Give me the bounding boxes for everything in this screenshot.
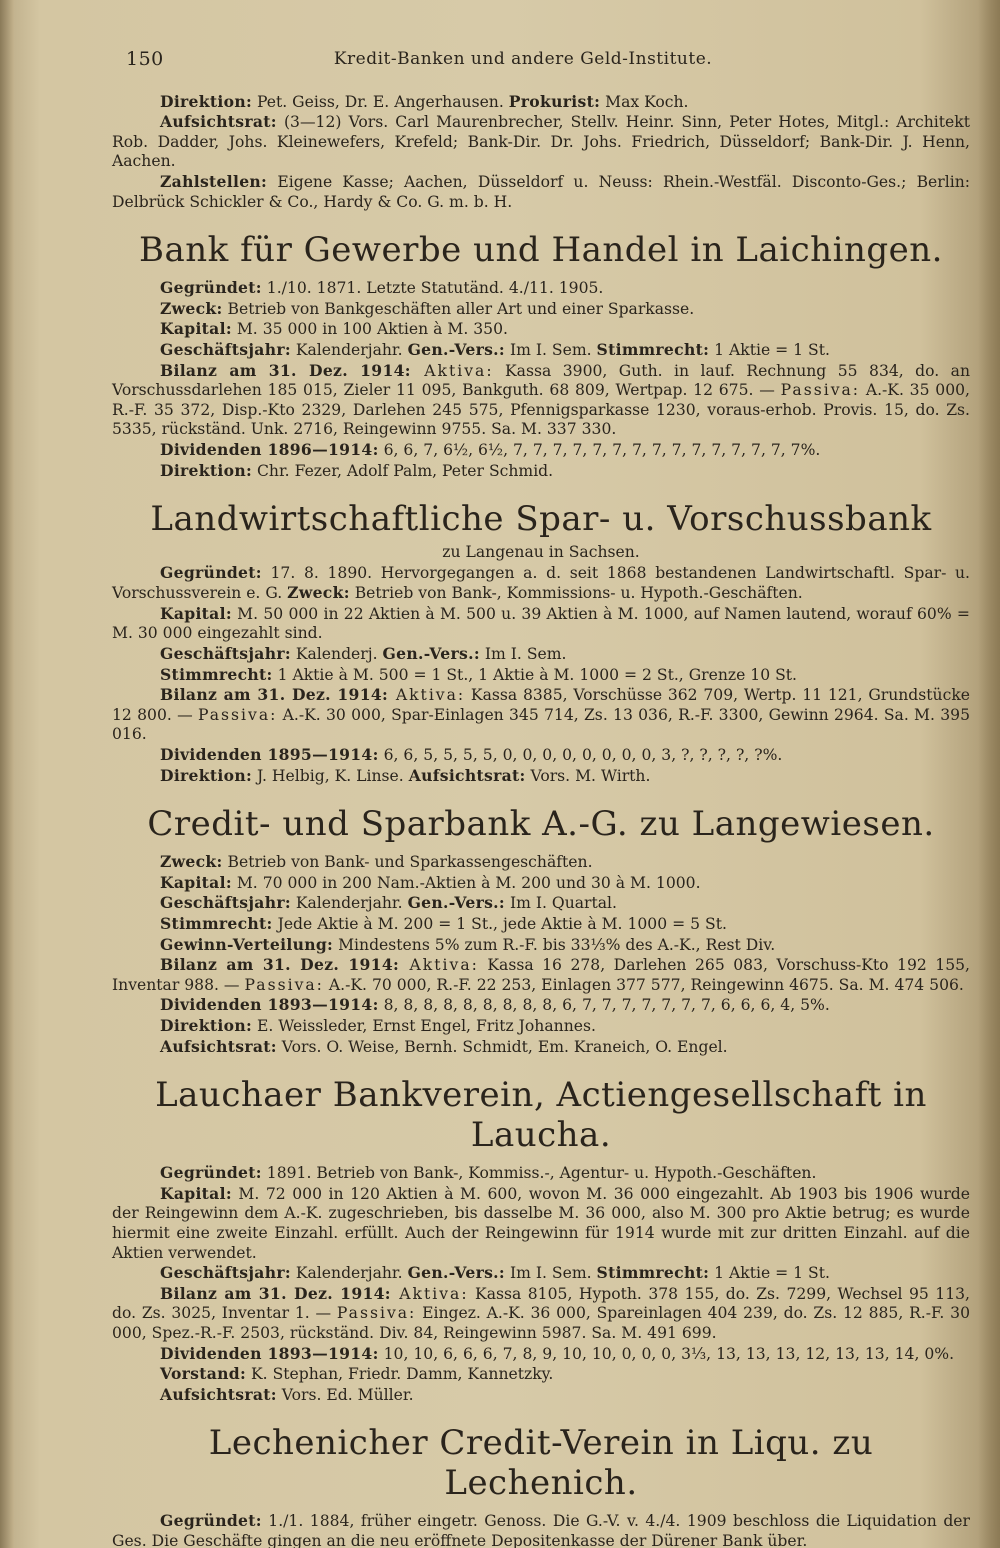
- field-text: 1891. Betrieb von Bank-, Kommiss.-, Agentur- u. Hypoth.-Geschäften.: [261, 1164, 817, 1183]
- field-keyword: Geschäftsjahr:: [160, 644, 291, 664]
- page-content: [112, 50, 970, 1548]
- field-keyword: Geschäftsjahr:: [160, 1263, 291, 1283]
- field-text: 6, 6, 7, 6½, 6½, 7, 7, 7, 7, 7, 7, 7, 7, 7, 7, 7, 7, 7, 7, 7%.: [378, 440, 821, 459]
- field-keyword: Zweck:: [160, 852, 223, 872]
- spaced-label: Passiva:: [336, 1304, 417, 1323]
- field-keyword: Gen.-Vers.:: [407, 339, 505, 359]
- field-keyword: Stimmrecht:: [160, 664, 273, 684]
- field-keyword: Kapital:: [160, 603, 232, 623]
- entry-paragraph: [112, 112, 970, 172]
- field-keyword: Aufsichtsrat:: [408, 765, 526, 785]
- entry-paragraph: [112, 604, 970, 644]
- field-text: Im I. Sem.: [479, 645, 567, 664]
- field-text: Eingez. A.-K. 36 000, Spareinlagen 404 239, do. Zs. 12 885, R.-F. 30 000, Spez.-R.-F. 2503, rückständ. Div. 84, Reingewinn 5987. Sa. M. 491 699.: [112, 1304, 970, 1342]
- field-text: Mindestens 5% zum R.-F. bis 33⅓% des A.-K., Rest Div.: [333, 935, 776, 954]
- bank-entry: [112, 1423, 970, 1548]
- field-keyword: Gen.-Vers.:: [382, 644, 480, 664]
- field-text: Kassa 16 278, Darlehen 265 083, Vorschuss-Kto 192 155, Inventar 988. —: [112, 956, 971, 994]
- field-keyword: Zweck:: [287, 583, 350, 603]
- sections-container: [112, 230, 970, 1548]
- bank-title: Credit- und Sparbank A.-G. zu Langewiesen.: [147, 804, 935, 845]
- entry-paragraph: [112, 563, 970, 604]
- field-text: 1 Aktie à M. 500 = 1 St., 1 Aktie à M. 1000 = 2 St., Grenze 10 St.: [272, 665, 797, 684]
- spaced-label: Aktiva:: [388, 686, 466, 705]
- field-text: A.-K. 35 000, R.-F. 35 372, Disp.-Kto 2329, Darlehen 245 575, Pfennigsparkasse 1230, voraus-erhob. Provis. 15, do. Zs. 5335, rückständ. Unk. 2716, Reingewinn 9755. Sa. M. 337 330.: [112, 381, 971, 439]
- field-text: K. Stephan, Friedr. Damm, Kannetzky.: [246, 1365, 554, 1384]
- spaced-label: Aktiva:: [399, 956, 479, 975]
- field-keyword: Gegründet:: [160, 562, 262, 582]
- field-keyword: Stimmrecht:: [596, 339, 710, 359]
- field-keyword: Kapital:: [160, 872, 232, 892]
- entry-paragraph: [112, 361, 970, 440]
- bank-subtitle: zu Langenau in Sachsen.: [442, 543, 640, 562]
- field-keyword: Geschäftsjahr:: [160, 893, 291, 913]
- entry-paragraph: [112, 766, 970, 787]
- running-header: [112, 50, 970, 70]
- field-text: 10, 10, 6, 6, 6, 7, 8, 9, 10, 10, 0, 0, 0, 3⅓, 13, 13, 13, 12, 13, 13, 14, 0%.: [378, 1344, 955, 1363]
- field-text: M. 72 000 in 120 Aktien à M. 600, wovon M. 36 000 eingezahlt. Ab 1903 bis 1906 wurde der Reingewinn dem A.-K. zugeschrieben, bis dasselbe M. 36 000, also M. 300 pro Aktie betrug; es wurde hiermit eine zweite Einzahl. erfüllt. Auch der Reingewinn für 1914 wurde mit zur dritten Einzahl. auf die Aktien verwendet.: [112, 1184, 970, 1262]
- field-keyword: Stimmrecht:: [160, 914, 273, 933]
- entry-paragraph: [112, 745, 970, 766]
- bank-entry: [112, 804, 970, 1057]
- field-text: 1 Aktie = 1 St.: [709, 1264, 830, 1283]
- field-text: M. 35 000 in 100 Aktien à M. 350.: [231, 320, 508, 339]
- field-text: 1 Aktie = 1 St.: [709, 340, 830, 359]
- field-keyword: Direktion:: [160, 460, 253, 480]
- field-text: Vors. O. Weise, Bernh. Schmidt, Em. Kraneich, O. Engel.: [276, 1037, 728, 1056]
- intro-block: [112, 92, 970, 213]
- bank-entry: [112, 230, 970, 481]
- bank-title: Landwirtschaftliche Spar- u. Vorschussbank: [150, 499, 932, 540]
- page-edge-shadow: [978, 0, 1000, 1548]
- entry-paragraph: [112, 1184, 970, 1263]
- field-keyword: Gen.-Vers.:: [407, 1263, 505, 1283]
- field-text: Vors. M. Wirth.: [525, 766, 651, 785]
- field-text: Im I. Quartal.: [504, 894, 618, 913]
- entry-paragraph: [112, 665, 970, 686]
- field-text: 1./10. 1871. Letzte Statutänd. 4./11. 1905.: [261, 279, 604, 298]
- field-keyword: Zweck:: [160, 298, 223, 318]
- field-text: Kassa 8385, Vorschüsse 362 709, Wertp. 11 121, Grundstücke 12 800. —: [112, 686, 971, 724]
- field-text: J. Helbig, K. Linse.: [252, 766, 409, 785]
- field-keyword: Gen.-Vers.:: [407, 893, 505, 913]
- bank-entry: [112, 499, 970, 786]
- field-text: Kassa 3900, Guth. in lauf. Rechnung 55 834, do. an Vorschussdarlehen 185 015, Zieler 11 095, Bankguth. 68 809, Wertpap. 12 675. —: [112, 361, 971, 400]
- field-keyword: Bilanz am 31. Dez. 1914:: [160, 955, 400, 975]
- field-keyword: Gegründet:: [160, 278, 262, 298]
- spaced-label: Passiva:: [244, 975, 324, 994]
- field-text: Chr. Fezer, Adolf Palm, Peter Schmid.: [252, 461, 554, 480]
- field-keyword: Aufsichtsrat:: [160, 112, 277, 132]
- field-keyword: Aufsichtsrat:: [160, 1036, 277, 1056]
- entry-paragraph: [112, 1364, 970, 1385]
- entry-paragraph: [112, 1016, 970, 1037]
- field-text: Im I. Sem.: [504, 340, 597, 359]
- entry-paragraph: [112, 914, 970, 935]
- entry-paragraph: [112, 172, 970, 212]
- entry-paragraph: [112, 299, 970, 320]
- field-keyword: Gegründet:: [160, 1163, 262, 1183]
- field-keyword: Gewinn-Verteilung:: [160, 934, 334, 954]
- field-text: 17. 8. 1890. Hervorgegangen a. d. seit 1868 bestandenen Landwirtschaftl. Spar- u. Vorschussverein e. G.: [112, 563, 970, 603]
- field-text: 6, 6, 5, 5, 5, 5, 0, 0, 0, 0, 0, 0, 0, 0, 3, ?, ?, ?, ?, ?%.: [378, 746, 783, 765]
- field-keyword: Dividenden 1893—1914:: [160, 995, 379, 1015]
- entry-paragraph: [112, 1511, 970, 1548]
- bank-title: Bank für Gewerbe und Handel in Laichingen.: [139, 230, 943, 271]
- entry-paragraph: [112, 685, 970, 745]
- entry-paragraph: [112, 935, 970, 956]
- field-text: 1./1. 1884, früher eingetr. Genoss. Die G.-V. v. 4./4. 1909 beschloss die Liquidation der Ges. Die Geschäfte gingen an die neu eröffnete Depositenkasse der Dürener Bank über.: [112, 1512, 970, 1548]
- running-title: Kredit-Banken und andere Geld-Institute.: [333, 49, 713, 69]
- field-keyword: Bilanz am 31. Dez. 1914:: [160, 685, 389, 705]
- field-keyword: Direktion:: [160, 1015, 253, 1035]
- field-keyword: Kapital:: [160, 319, 232, 339]
- field-keyword: Dividenden 1895—1914:: [160, 745, 379, 765]
- field-text: Vors. Ed. Müller.: [276, 1385, 414, 1404]
- field-text: Betrieb von Bankgeschäften aller Art und einer Sparkasse.: [222, 299, 695, 318]
- field-keyword: Bilanz am 31. Dez. 1914:: [160, 1283, 391, 1303]
- field-text: (3—12) Vors. Carl Maurenbrecher, Stellv. Heinr. Sinn, Peter Hotes, Mitgl.: Architekt Rob. Dadder, Johs. Kleinewefers, Krefeld; Bank-Dir. Dr. Johs. Friedrich, Düsseldorf; Bank-Dir. J. Henn, Aachen.: [112, 113, 970, 171]
- field-text: Pet. Geiss, Dr. E. Angerhausen.: [252, 92, 509, 111]
- entry-paragraph: [112, 440, 970, 461]
- field-text: Kalenderj.: [290, 645, 383, 664]
- field-text: Kalenderjahr.: [290, 1264, 408, 1283]
- book-spine-shadow: [0, 0, 14, 1548]
- entry-paragraph: [112, 1037, 970, 1058]
- entry-paragraph: [112, 1284, 970, 1344]
- field-keyword: Vorstand:: [160, 1364, 247, 1384]
- entry-paragraph: [112, 1385, 970, 1406]
- entry-paragraph: [112, 340, 970, 361]
- field-text: M. 50 000 in 22 Aktien à M. 500 u. 39 Aktien à M. 1000, auf Namen lautend, worauf 60% = M. 30 000 eingezahlt sind.: [112, 604, 970, 643]
- entry-paragraph: [112, 644, 970, 665]
- field-keyword: Bilanz am 31. Dez. 1914:: [160, 360, 411, 380]
- entry-paragraph: [112, 955, 970, 995]
- entry-paragraph: [112, 319, 970, 340]
- field-text: Betrieb von Bank- und Sparkassengeschäften.: [222, 853, 593, 872]
- entry-paragraph: [112, 873, 970, 894]
- field-keyword: Direktion:: [160, 765, 253, 785]
- field-text: Kalenderjahr.: [290, 340, 408, 359]
- field-text: A.-K. 30 000, Spar-Einlagen 345 714, Zs. 13 036, R.-F. 3300, Gewinn 2964. Sa. M. 395 016.: [112, 705, 970, 744]
- entry-paragraph: [112, 92, 970, 113]
- field-text: A.-K. 70 000, R.-F. 22 253, Einlagen 377 577, Reingewinn 4675. Sa. M. 474 506.: [323, 975, 964, 994]
- field-keyword: Dividenden 1896—1914:: [160, 439, 379, 459]
- spaced-label: Aktiva:: [390, 1284, 469, 1303]
- spaced-label: Passiva:: [197, 705, 278, 724]
- field-text: Kassa 8105, Hypoth. 378 155, do. Zs. 7299, Wechsel 95 113, do. Zs. 3025, Inventar 1. —: [112, 1284, 970, 1323]
- field-text: 8, 8, 8, 8, 8, 8, 8, 8, 8, 6, 7, 7, 7, 7, 7, 7, 7, 6, 6, 6, 4, 5%.: [378, 996, 830, 1015]
- bank-title: Lauchaer Bankverein, Actiengesellschaft in Laucha.: [155, 1075, 927, 1156]
- field-text: Max Koch.: [600, 92, 689, 111]
- field-keyword: Gegründet:: [160, 1511, 262, 1531]
- page-number: 150: [126, 48, 164, 70]
- field-keyword: Aufsichtsrat:: [160, 1384, 277, 1404]
- entry-paragraph: [112, 893, 970, 914]
- entry-paragraph: [112, 1263, 970, 1284]
- field-text: E. Weissleder, Ernst Engel, Fritz Johannes.: [252, 1016, 596, 1035]
- field-text: Im I. Sem.: [504, 1264, 597, 1283]
- entry-paragraph: [112, 852, 970, 873]
- entry-paragraph: [112, 461, 970, 482]
- field-text: Eigene Kasse; Aachen, Düsseldorf u. Neuss: Rhein.-Westfäl. Disconto-Ges.; Berlin: Delbrück Schickler & Co., Hardy & Co. G. m. b. H.: [112, 172, 970, 211]
- entry-paragraph: [112, 1163, 970, 1184]
- field-keyword: Geschäftsjahr:: [160, 339, 291, 359]
- field-keyword: Dividenden 1893—1914:: [160, 1343, 379, 1363]
- field-text: Betrieb von Bank-, Kommissions- u. Hypoth.-Geschäften.: [349, 584, 803, 603]
- field-text: M. 70 000 in 200 Nam.-Aktien à M. 200 und 30 à M. 1000.: [231, 873, 701, 892]
- spaced-label: Passiva:: [780, 381, 861, 400]
- bank-title: Lechenicher Credit-Verein in Liqu. zu Lechenich.: [208, 1423, 874, 1504]
- field-keyword: Kapital:: [160, 1183, 232, 1203]
- spaced-label: Aktiva:: [410, 361, 494, 380]
- field-keyword: Stimmrecht:: [596, 1263, 710, 1283]
- entry-paragraph: [112, 278, 970, 299]
- field-text: Jede Aktie à M. 200 = 1 St., jede Aktie à M. 1000 = 5 St.: [272, 915, 727, 933]
- field-keyword: Direktion:: [160, 91, 253, 111]
- entry-paragraph: [112, 1344, 970, 1365]
- field-keyword: Prokurist:: [508, 91, 601, 111]
- field-text: Kalenderjahr.: [290, 894, 408, 913]
- field-keyword: Zahlstellen:: [160, 171, 268, 191]
- bank-entry: [112, 1075, 970, 1405]
- entry-paragraph: [112, 995, 970, 1016]
